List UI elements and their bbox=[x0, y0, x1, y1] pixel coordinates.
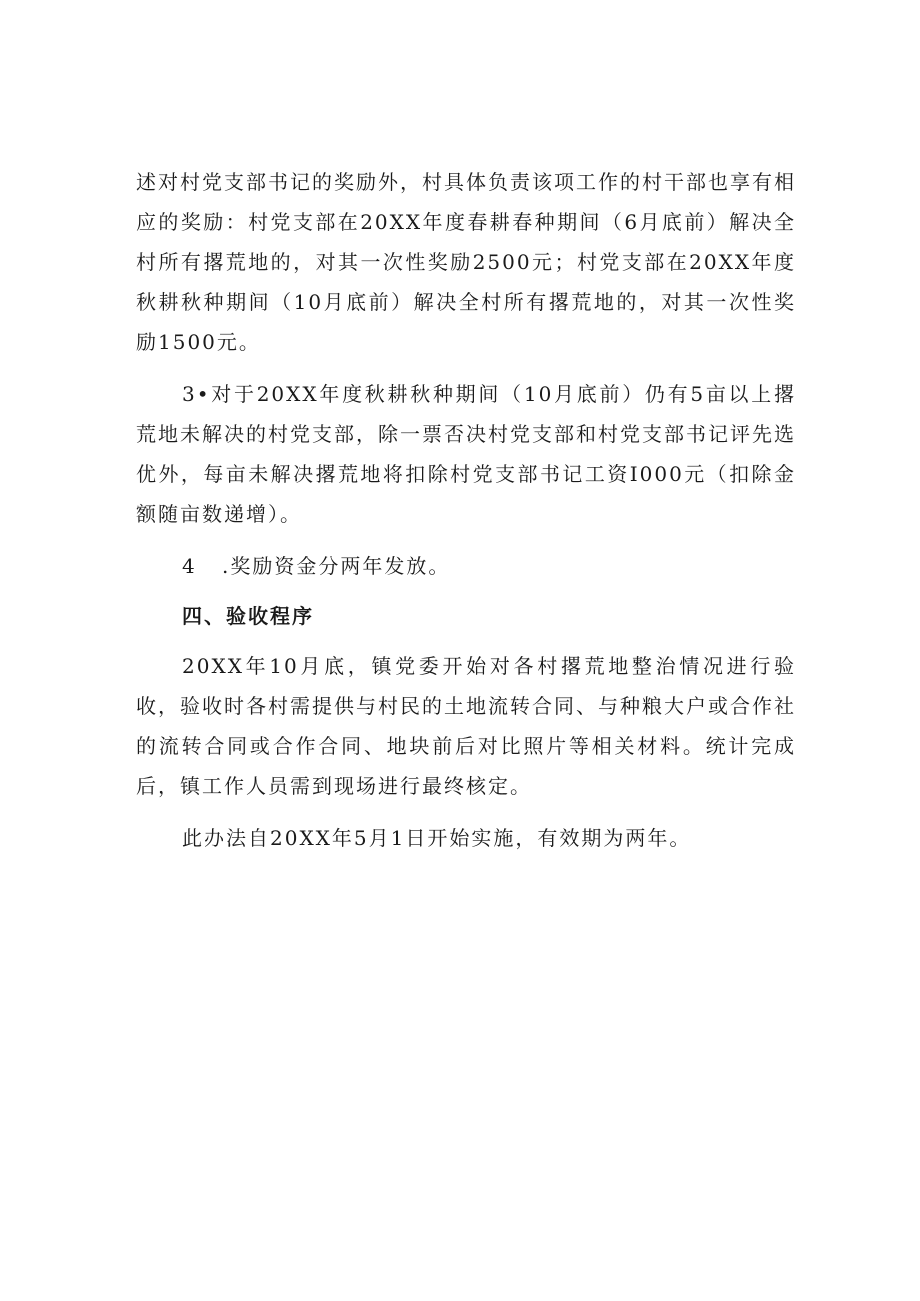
paragraph-effective-date: 此办法自20XX年5月1日开始实施，有效期为两年。 bbox=[182, 826, 692, 850]
paragraph-acceptance-procedure: 20XX年10月底，镇党委开始对各村撂荒地整治情况进行验收，验收时各村需提供与村民的土地流转合同、与种粮大户或合作社的流转合同或合作合同、地块前后对比照片等相关材料。统计完成后，镇工作人员需到现场进行最终核定。 bbox=[136, 654, 796, 798]
paragraph-penalty: 3•对于20XX年度秋耕秋种期间（10月底前）仍有5亩以上撂荒地未解决的村党支部，除一票否决村党支部和村党支部书记评先选优外，每亩未解决撂荒地将扣除村党支部书记工资I000元（扣除金额随亩数递增）。 bbox=[136, 382, 796, 526]
item-4-text: .奖励资金分两年发放。 bbox=[222, 554, 451, 578]
paragraph-reward-cadres: 述对村党支部书记的奖励外，村具体负责该项工作的村干部也享有相应的奖励：村党支部在20XX年度春耕春种期间（6月底前）解决全村所有撂荒地的，对其一次性奖励2500元；村党支部在20XX年度秋耕秋种期间（10月底前）解决全村所有撂荒地的，对其一次性奖励1500元。 bbox=[136, 170, 796, 354]
body-text bbox=[136, 162, 796, 858]
section-heading-acceptance: 四、验收程序 bbox=[182, 604, 314, 628]
paragraph-item-4 bbox=[136, 546, 796, 586]
item-4-number: 4 bbox=[182, 554, 197, 578]
